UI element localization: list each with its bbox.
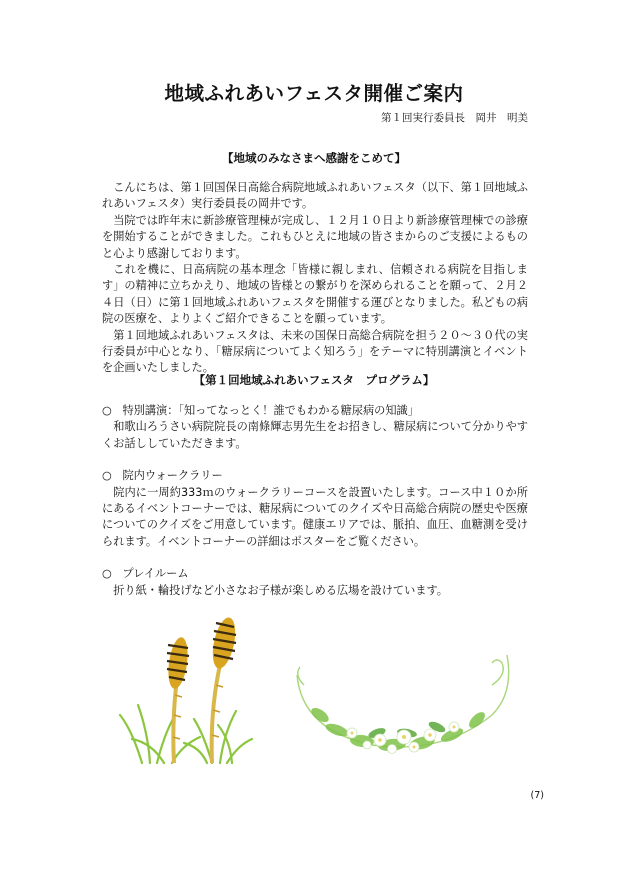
floral-wreath-illustration <box>292 645 522 765</box>
program-list <box>102 403 528 615</box>
page-number: (7) <box>530 790 544 801</box>
horsetail-illustration <box>112 615 267 765</box>
paragraph: 第１回地域ふれあいフェスタは、未来の国保日高総合病院を担う２０～３０代の実行委員が中心となり、「糖尿病についてよく知ろう」をテーマに特別講演とイベントを企画いたしました。 <box>102 328 528 375</box>
intro-body <box>102 180 528 377</box>
program-item-heading <box>102 403 528 419</box>
leaves <box>309 705 488 752</box>
program-item-description: 和歌山ろうさい病院院長の南條輝志男先生をお招きし、糖尿病について分かりやすくお話ししていただきます。 <box>102 420 528 450</box>
program-item-title: プレイルーム <box>122 567 189 581</box>
program-item-heading <box>102 468 528 484</box>
paragraph: これを機に、日高病院の基本理念「皆様に親しまれ、信頼される病院を目指します」の精神に立ちかえり、地域の皆様との繋がりを深められることを願って、２月２４日（日）に第１回地域ふれあいフェスタを開催する運びとなりました。私どもの病院の医療を、よりよくご紹介できることを願っています。 <box>102 263 528 326</box>
program-item-title: 特別講演：「知ってなっとく！誰でもわかる糖尿病の知識」 <box>122 404 419 417</box>
program-item-description: 院内に一周約333ｍのウォークラリーコースを設置いたします。コース中１０か所にあるイベントコーナーでは、糖尿病についてのクイズや日高総合病院の歴史や医療についてのクイズをご用意しています。健康エリアでは、脈拍、血圧、血糖測を受けられます。イベントコーナーの詳細はポスターをご覧ください。 <box>102 485 528 548</box>
circle-bullet-icon: ○ <box>102 567 112 581</box>
program-item-walk-rally <box>102 468 528 550</box>
program-item-lecture <box>102 403 528 452</box>
program-item-description: 折り紙・輪投げなど小さなお子様が楽しめる広場を設けています。 <box>113 583 448 597</box>
program-item-title: 院内ウォークラリー <box>122 469 223 483</box>
paragraph: 当院では昨年末に新診療管理棟が完成し、１２月１０日より新診療管理棟での診療を開始することができました。これもひとえに地域の皆さまからのご支援によるものと心より感謝しております。 <box>102 213 528 260</box>
page-title: 地域ふれあいフェスタ開催ご案内 <box>164 82 464 105</box>
section-heading-thanks: 【地域のみなさまへ感謝をこめて】 <box>222 151 406 165</box>
grass-blades <box>120 705 252 763</box>
circle-bullet-icon: ○ <box>102 404 112 417</box>
circle-bullet-icon: ○ <box>102 469 112 483</box>
program-item-playroom <box>102 566 528 599</box>
author-line: 第１回実行委員長 岡井 明美 <box>381 112 528 124</box>
paragraph: こんにちは、第１回国保日高総合病院地域ふれあいフェスタ（以下、第１回地域ふれあいフェスタ）実行委員長の岡井です。 <box>102 181 528 211</box>
section-heading-program: 【第１回地域ふれあいフェスタ プログラム】 <box>193 373 435 387</box>
program-item-heading <box>102 566 528 582</box>
